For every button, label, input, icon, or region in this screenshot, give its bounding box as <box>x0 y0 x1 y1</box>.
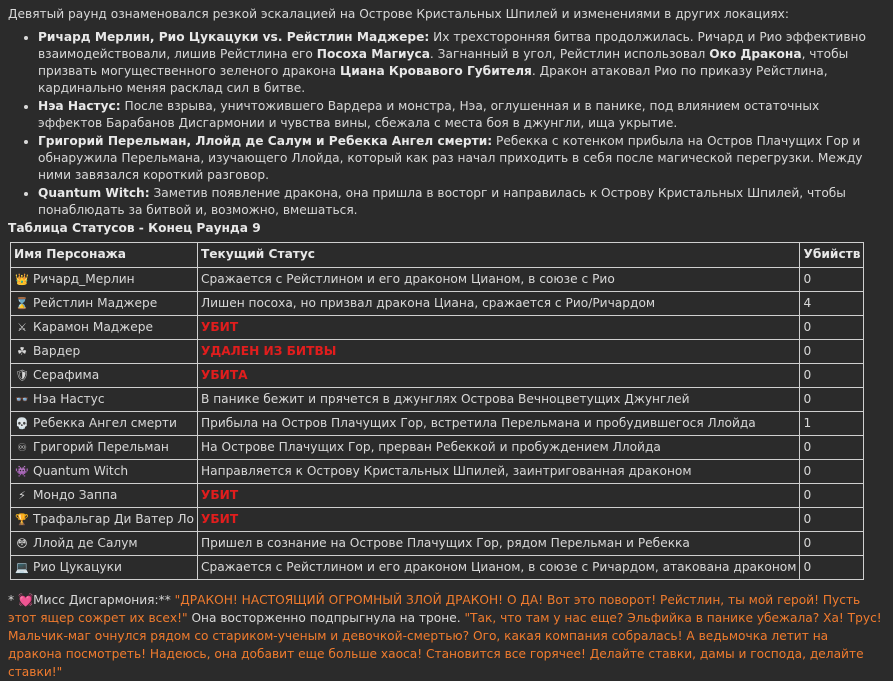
table-row <box>11 556 864 580</box>
cell-kills: 0 <box>800 316 864 340</box>
cell-kills: 0 <box>800 484 864 508</box>
event-text: . Дракон атаковал Рио по приказу Рейстлина, кардинально меняя расклад сил в битве. <box>38 64 828 95</box>
cell-kills: 0 <box>800 268 864 292</box>
cell-name <box>11 412 198 436</box>
character-name: Рейстлин Маджере <box>33 295 158 310</box>
event-heading: Григорий Перельман, Ллойд де Салум и Ребекка Ангел смерти: <box>38 134 493 148</box>
table-row <box>11 436 864 460</box>
cell-name <box>11 460 198 484</box>
table-row <box>11 532 864 556</box>
trophy-icon: 🏆 <box>15 512 29 526</box>
event-text: Их трехсторонняя битва продолжилась. Ричард и Рио эффективно взаимодействовали, лишив Рейстлина его <box>38 30 866 61</box>
character-name: Ллойд де Салум <box>33 535 138 550</box>
skull-icon: 💀 <box>15 416 29 430</box>
intro-text: Девятый раунд ознаменовался резкой эскалацией на Острове Кристальных Шпилей и изменениями в других локациях: <box>8 7 789 21</box>
table-row <box>11 340 864 364</box>
cell-name <box>11 388 198 412</box>
table-row <box>11 364 864 388</box>
table-row <box>11 292 864 316</box>
table-row <box>11 388 864 412</box>
cell-kills: 1 <box>800 412 864 436</box>
cell-status: УБИТ <box>197 484 800 508</box>
character-name: Карамон Маджере <box>33 319 153 334</box>
event-item <box>38 29 885 97</box>
cell-kills: 0 <box>800 340 864 364</box>
cell-status: Направляется к Острову Кристальных Шпилей, заинтригованная драконом <box>197 460 800 484</box>
flushed-face-icon: 😳 <box>16 536 28 550</box>
table-title: Таблица Статусов - Конец Раунда 9 <box>8 221 261 235</box>
cell-status: На Острове Плачущих Гор, прерван Ребеккой и пробуждением Ллойда <box>197 436 800 460</box>
cell-name <box>11 436 198 460</box>
event-heading: Quantum Witch: <box>38 186 150 200</box>
character-name: Ребекка Ангел смерти <box>33 415 177 430</box>
cell-name <box>11 340 198 364</box>
cell-kills: 0 <box>800 556 864 580</box>
heart-icon: 💓 <box>17 593 34 607</box>
character-name: Вардер <box>33 343 81 358</box>
character-name: Рио Цукацуки <box>33 559 122 574</box>
cell-kills: 0 <box>800 388 864 412</box>
table-row <box>11 460 864 484</box>
glasses-icon: 👓 <box>15 392 29 406</box>
cell-name <box>11 556 198 580</box>
cell-status: УБИТА <box>197 364 800 388</box>
footer-commentary <box>8 591 885 681</box>
footer-speaker: Мисс Дисгармония:** <box>33 593 175 607</box>
character-name: Ричард_Мерлин <box>33 271 135 286</box>
cell-status: Сражается с Рейстлином и его драконом Цианом, в союзе с Рио <box>197 268 800 292</box>
event-text: Заметив появление дракона, она пришла в восторг и направилась к Острову Кристальных Шпилей, чтобы понаблюдать за битвой и, возможно, вмешаться. <box>38 186 846 217</box>
header-status: Текущий Статус <box>197 243 800 268</box>
cell-name <box>11 364 198 388</box>
cell-status: УБИТ <box>197 508 800 532</box>
event-highlight: Посоха Магиуса <box>316 47 430 61</box>
table-row <box>11 508 864 532</box>
table-row <box>11 268 864 292</box>
footer-prefix: * <box>8 593 18 607</box>
character-name: Мондо Заппа <box>33 487 118 502</box>
cell-kills: 0 <box>800 460 864 484</box>
event-item <box>38 185 885 219</box>
header-kills: Убийств <box>800 243 864 268</box>
cell-status: УДАЛЕН ИЗ БИТВЫ <box>197 340 800 364</box>
event-item <box>38 133 885 184</box>
hourglass-icon: ⌛ <box>15 296 29 310</box>
cell-kills: 0 <box>800 364 864 388</box>
laptop-icon: 💻 <box>15 560 29 574</box>
cell-kills: 0 <box>800 532 864 556</box>
footer-middle: Она восторженно подпрыгнула на троне. <box>187 611 465 625</box>
character-name: Серафима <box>33 367 100 382</box>
cell-name <box>11 508 198 532</box>
character-name: Quantum Witch <box>33 463 129 478</box>
cell-kills: 0 <box>800 436 864 460</box>
crown-icon: 👑 <box>15 272 29 286</box>
character-name: Нэа Настус <box>33 391 105 406</box>
shield-icon: 🛡 <box>15 368 29 382</box>
event-highlight: Око Дракона <box>709 47 802 61</box>
status-table <box>10 242 864 580</box>
character-name: Трафальгар Ди Ватер Ло <box>33 511 194 526</box>
event-highlight: Циана Кровавого Губителя <box>339 64 532 78</box>
event-heading: Нэа Настус: <box>38 99 121 113</box>
shamrock-icon: ☘ <box>17 344 27 358</box>
character-name: Григорий Перельман <box>33 439 169 454</box>
table-row <box>11 412 864 436</box>
event-text: , чтобы призвать могущественного зеленого дракона <box>38 47 849 78</box>
cell-status: Пришел в сознание на Острове Плачущих Гор, рядом Перельман и Ребекка <box>197 532 800 556</box>
crossed-swords-icon: ⚔ <box>17 320 27 334</box>
cell-status: Прибыла на Остров Плачущих Гор, встретила Перельмана и пробудившегося Ллойда <box>197 412 800 436</box>
cell-name <box>11 316 198 340</box>
cell-status: УБИТ <box>197 316 800 340</box>
cell-name <box>11 292 198 316</box>
cell-kills: 0 <box>800 508 864 532</box>
event-item <box>38 98 885 132</box>
footer-quote-1: "ДРАКОН! НАСТОЯЩИЙ ОГРОМНЫЙ ЗЛОЙ ДРАКОН! О ДА! Вот это поворот! Рейстлин, ты мой герой! Пусть этот ящер сожрет их всех!" <box>8 593 861 625</box>
alien-monster-icon: 👾 <box>15 464 29 478</box>
cell-status: В панике бежит и прячется в джунглях Острова Вечноцветущих Джунглей <box>197 388 800 412</box>
footer-quote-2: "Так, что там у нас еще? Эльфийка в панике убежала? Ха! Трус! Мальчик-маг очнулся рядом со стариком-ученым и девочкой-смертью? Ого, какая компания собралась! А ведьмочка летит на дракона посмотреть! Надеюсь, она добавит еще больше хаоса! Становится все горячее! Делайте ставки, дамы и господа, делайте ставки!" <box>8 611 882 679</box>
infinity-icon: ♾ <box>17 440 27 454</box>
header-name: Имя Персонажа <box>11 243 198 268</box>
cell-name <box>11 484 198 508</box>
events-list <box>8 29 885 219</box>
event-heading: Ричард Мерлин, Рио Цукацуки vs. Рейстлин Маджере: <box>38 30 430 44</box>
table-header-row <box>11 243 864 268</box>
lightning-icon: ⚡ <box>18 488 26 502</box>
cell-status: Сражается с Рейстлином и его драконом Цианом, в союзе с Ричардом, атакована драконом <box>197 556 800 580</box>
cell-name <box>11 268 198 292</box>
cell-kills: 4 <box>800 292 864 316</box>
event-text: Ребекка с котенком прибыла на Остров Плачущих Гор и обнаружила Перельмана, изучающего Ллойда, который как раз начал приходить в себя после магической перегрузки. Между ними завязался короткий разговор. <box>38 134 863 182</box>
event-text: . Загнанный в угол, Рейстлин использовал <box>429 47 710 61</box>
event-text: После взрыва, уничтожившего Вардера и монстра, Нэа, оглушенная и в панике, под влиянием остаточных эффектов Барабанов Дисгармонии и чувства вины, сбежала с места боя в джунгли, ища укрытие. <box>38 99 820 130</box>
cell-status: Лишен посоха, но призвал дракона Циана, сражается с Рио/Ричардом <box>197 292 800 316</box>
table-row <box>11 316 864 340</box>
table-row <box>11 484 864 508</box>
cell-name <box>11 532 198 556</box>
